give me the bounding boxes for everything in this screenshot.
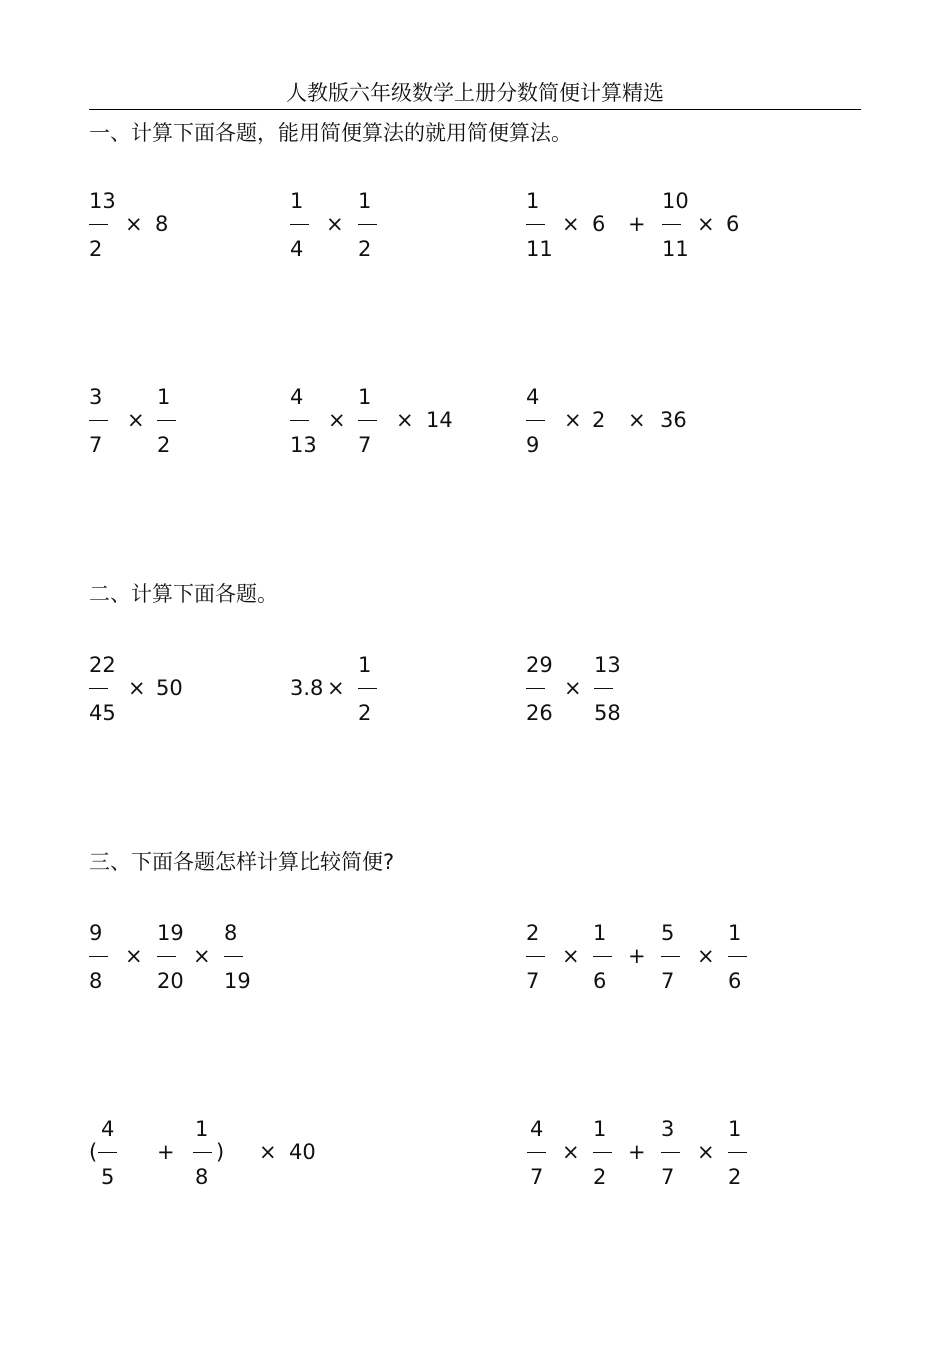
fraction-bar	[224, 956, 243, 957]
fraction-denominator: 7	[661, 1165, 675, 1189]
fraction-bar	[526, 224, 545, 225]
fraction-denominator: 26	[526, 701, 553, 725]
fraction-denominator: 45	[89, 701, 116, 725]
page-title: 人教版六年级数学上册分数简便计算精选	[286, 81, 664, 105]
fraction-denominator: 7	[530, 1165, 544, 1189]
fraction-denominator: 20	[157, 969, 184, 993]
whole-number: 14	[426, 408, 453, 432]
fraction-denominator: 9	[526, 433, 540, 457]
fraction-numerator: 9	[89, 921, 103, 945]
plus-operator: +	[628, 212, 646, 236]
multiply-operator: ×	[193, 944, 211, 968]
multiply-operator: ×	[326, 212, 344, 236]
fraction-bar	[662, 224, 681, 225]
fraction-bar	[193, 1152, 212, 1153]
fraction-bar	[98, 1152, 117, 1153]
multiply-operator: ×	[562, 944, 580, 968]
fraction-numerator: 1	[358, 385, 372, 409]
whole-number: 6	[726, 212, 740, 236]
fraction-bar	[526, 420, 545, 421]
fraction-bar	[290, 420, 309, 421]
fraction-numerator: 13	[89, 189, 116, 213]
fraction-denominator: 2	[157, 433, 171, 457]
whole-number: 2	[592, 408, 606, 432]
multiply-operator: ×	[328, 408, 346, 432]
fraction-numerator: 1	[358, 189, 372, 213]
fraction-denominator: 2	[593, 1165, 607, 1189]
fraction-numerator: 1	[526, 189, 540, 213]
fraction-bar	[526, 956, 545, 957]
fraction-denominator: 7	[661, 969, 675, 993]
fraction-bar	[728, 1152, 747, 1153]
section-3-heading: 三、下面各题怎样计算比较简便?	[89, 850, 395, 874]
fraction-denominator: 2	[89, 237, 103, 261]
fraction-denominator: 6	[593, 969, 607, 993]
fraction-numerator: 4	[101, 1117, 115, 1141]
header-rule	[89, 109, 861, 110]
fraction-bar	[358, 420, 377, 421]
fraction-numerator: 13	[594, 653, 621, 677]
whole-number: 8	[155, 212, 169, 236]
fraction-numerator: 2	[526, 921, 540, 945]
multiply-operator: ×	[564, 676, 582, 700]
fraction-numerator: 29	[526, 653, 553, 677]
section-2-heading: 二、计算下面各题。	[89, 582, 278, 606]
fraction-numerator: 1	[593, 1117, 607, 1141]
fraction-numerator: 10	[662, 189, 689, 213]
fraction-numerator: 1	[728, 921, 742, 945]
multiply-operator: ×	[697, 212, 715, 236]
fraction-numerator: 19	[157, 921, 184, 945]
fraction-denominator: 8	[89, 969, 103, 993]
multiply-operator: ×	[127, 408, 145, 432]
fraction-denominator: 19	[224, 969, 251, 993]
fraction-numerator: 8	[224, 921, 238, 945]
multiply-operator: ×	[259, 1140, 277, 1164]
plus-operator: +	[628, 944, 646, 968]
fraction-bar	[290, 224, 309, 225]
fraction-numerator: 1	[195, 1117, 209, 1141]
fraction-denominator: 5	[101, 1165, 115, 1189]
multiply-operator: ×	[125, 212, 143, 236]
multiply-operator: ×	[564, 408, 582, 432]
fraction-numerator: 1	[157, 385, 171, 409]
fraction-denominator: 2	[728, 1165, 742, 1189]
fraction-bar	[728, 956, 747, 957]
fraction-denominator: 58	[594, 701, 621, 725]
left-parenthesis: (	[89, 1140, 98, 1164]
fraction-denominator: 7	[526, 969, 540, 993]
fraction-numerator: 1	[290, 189, 304, 213]
fraction-bar	[527, 1152, 546, 1153]
fraction-bar	[89, 420, 108, 421]
section-1-heading: 一、计算下面各题，能用简便算法的就用简便算法。	[89, 121, 572, 145]
multiply-operator: ×	[697, 1140, 715, 1164]
fraction-denominator: 7	[358, 433, 372, 457]
fraction-bar	[661, 1152, 680, 1153]
multiply-operator: ×	[697, 944, 715, 968]
fraction-numerator: 1	[358, 653, 372, 677]
whole-number: 50	[156, 676, 183, 700]
fraction-bar	[358, 688, 377, 689]
fraction-bar	[89, 956, 108, 957]
fraction-bar	[593, 956, 612, 957]
fraction-denominator: 11	[662, 237, 689, 261]
plus-operator: +	[628, 1140, 646, 1164]
fraction-bar	[89, 224, 108, 225]
fraction-bar	[157, 956, 176, 957]
fraction-denominator: 7	[89, 433, 103, 457]
multiply-operator: ×	[327, 676, 345, 700]
multiply-operator: ×	[628, 408, 646, 432]
plus-operator: +	[157, 1140, 175, 1164]
fraction-bar	[594, 688, 613, 689]
fraction-bar	[661, 956, 680, 957]
fraction-numerator: 1	[728, 1117, 742, 1141]
fraction-denominator: 6	[728, 969, 742, 993]
fraction-denominator: 13	[290, 433, 317, 457]
fraction-denominator: 11	[526, 237, 553, 261]
whole-number: 36	[660, 408, 687, 432]
fraction-numerator: 3	[661, 1117, 675, 1141]
fraction-denominator: 8	[195, 1165, 209, 1189]
right-parenthesis: )	[216, 1140, 225, 1164]
fraction-denominator: 2	[358, 237, 372, 261]
fraction-numerator: 4	[526, 385, 540, 409]
multiply-operator: ×	[562, 1140, 580, 1164]
multiply-operator: ×	[128, 676, 146, 700]
fraction-denominator: 2	[358, 701, 372, 725]
fraction-bar	[157, 420, 176, 421]
fraction-bar	[526, 688, 545, 689]
fraction-numerator: 4	[530, 1117, 544, 1141]
multiply-operator: ×	[125, 944, 143, 968]
fraction-numerator: 5	[661, 921, 675, 945]
fraction-numerator: 22	[89, 653, 116, 677]
fraction-numerator: 4	[290, 385, 304, 409]
fraction-numerator: 1	[593, 921, 607, 945]
fraction-bar	[89, 688, 108, 689]
fraction-bar	[358, 224, 377, 225]
multiply-operator: ×	[562, 212, 580, 236]
whole-number: 6	[592, 212, 606, 236]
whole-number: 40	[289, 1140, 316, 1164]
multiply-operator: ×	[396, 408, 414, 432]
decimal-number: 3.8	[290, 676, 324, 700]
fraction-numerator: 3	[89, 385, 103, 409]
fraction-bar	[593, 1152, 612, 1153]
fraction-denominator: 4	[290, 237, 304, 261]
